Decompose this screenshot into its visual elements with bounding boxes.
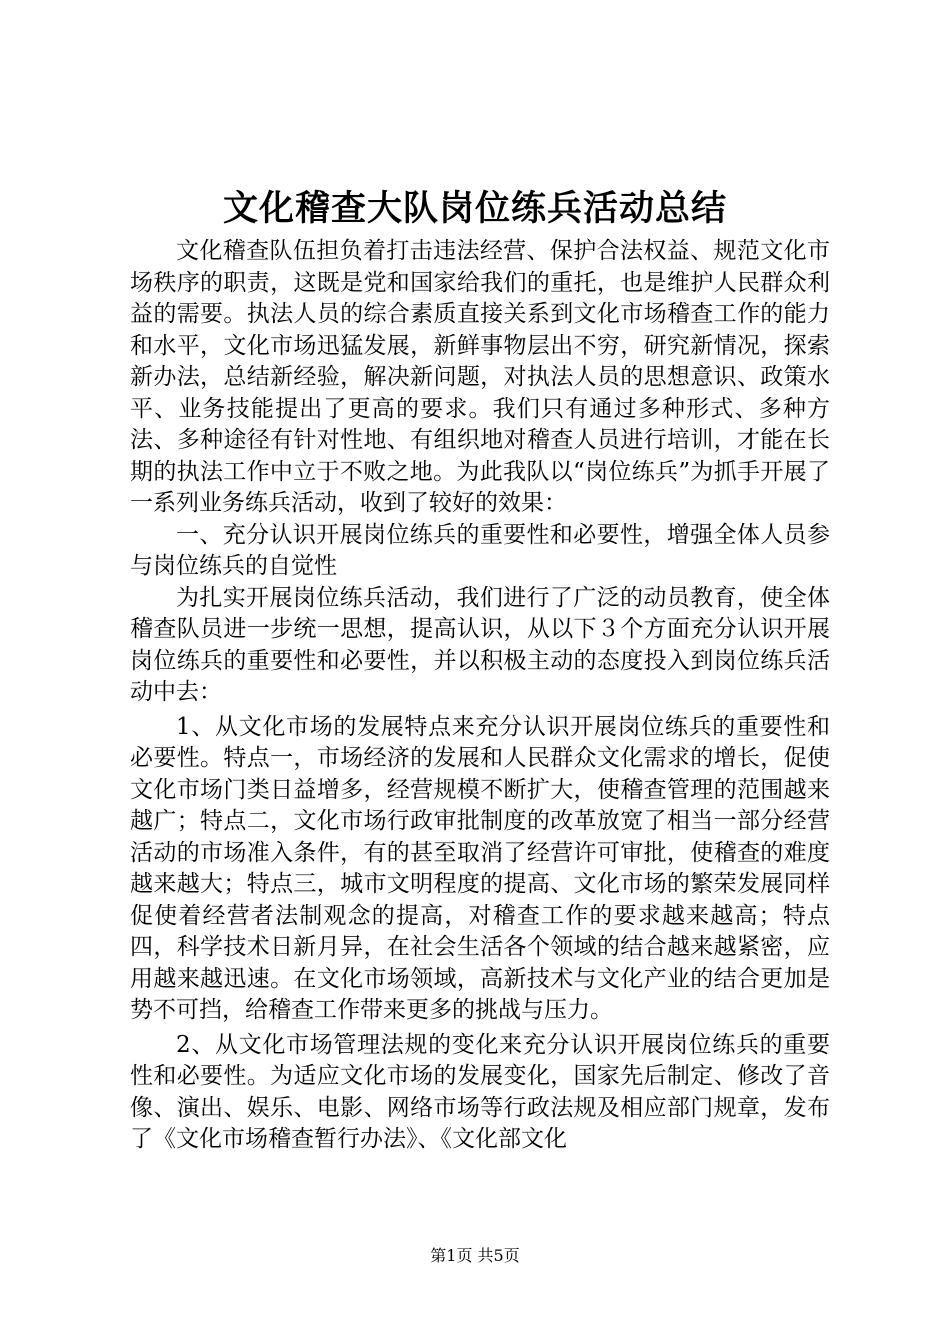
paragraph-mobilization: 为扎实开展岗位练兵活动，我们进行了广泛的动员教育，使全体稽查队员进一步统一思想，提高认识，从以下３个方面充分认识开展岗位练兵的重要性和必要性，并以积极主动的态度投入到岗位练兵活动中去： — [130, 584, 830, 705]
paragraph-heading-one: 一、充分认识开展岗位练兵的重要性和必要性，增强全体人员参与岗位练兵的自觉性 — [130, 521, 830, 579]
paragraph-point-one: 1、从文化市场的发展特点来充分认识开展岗位练兵的重要性和必要性。特点一，市场经济的发展和人民群众文化需求的增长，促使文化市场门类日益增多，经营规模不断扩大，使稽查管理的范围越来越广；特点二，文化市场行政审批制度的改革放宽了相当一部分经营活动的市场准入条件，有的甚至取消了经营许可审批，使稽查的难度越来越大；特点三，城市文明程度的提高、文化市场的繁荣发展同样促使着经营者法制观念的提高，对稽查工作的要求越来越高；特点四，科学技术日新月异，在社会生活各个领域的结合越来越紧密，应用越来越迅速。在文化市场领域，高新技术与文化产业的结合更加是势不可挡，给稽查工作带来更多的挑战与压力。 — [130, 713, 830, 1023]
document-body — [130, 236, 830, 1156]
document-title: 文化稽查大队岗位练兵活动总结 — [222, 188, 727, 229]
paragraph-intro: 文化稽查队伍担负着打击违法经营、保护合法权益、规范文化市场秩序的职责，这既是党和国家给我们的重托，也是维护人民群众利益的需要。执法人员的综合素质直接关系到文化市场稽查工作的能力和水平，文化市场迅猛发展，新鲜事物层出不穷，研究新情况，探索新办法，总结新经验，解决新问题，对执法人员的思想意识、政策水平、业务技能提出了更高的要求。我们只有通过多种形式、多种方法、多种途径有针对性地、有组织地对稽查人员进行培训，才能在长期的执法工作中立于不败之地。为此我队以“岗位练兵”为抓手开展了一系列业务练兵活动，收到了较好的效果： — [130, 238, 830, 516]
page-number-footer: 第1页 共5页 — [430, 1246, 520, 1265]
paragraph-point-two: 2、从文化市场管理法规的变化来充分认识开展岗位练兵的重要性和必要性。为适应文化市场的发展变化，国家先后制定、修改了音像、演出、娱乐、电影、网络市场等行政法规及相应部门规章，发布了《文化市场稽查暂行办法》、《文化部文化 — [130, 1031, 830, 1152]
